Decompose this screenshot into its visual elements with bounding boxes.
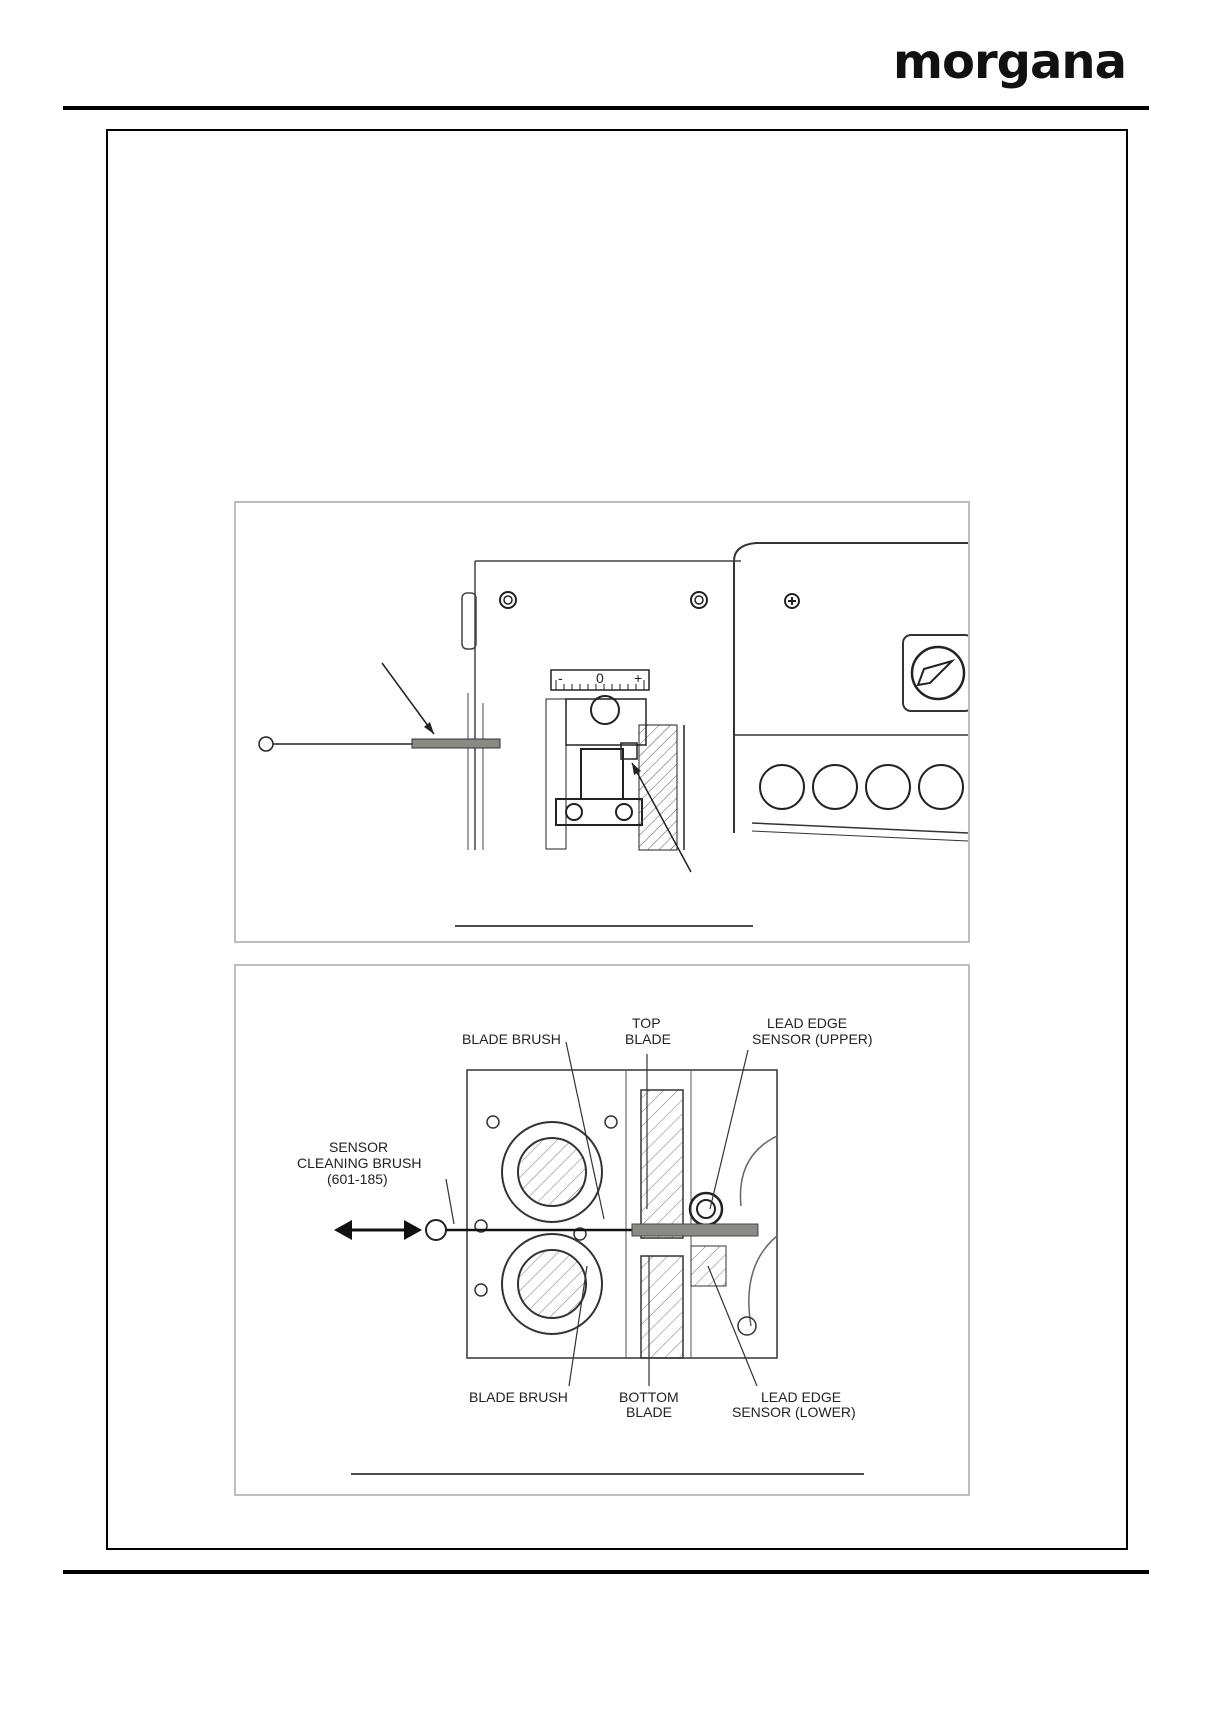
phillips-screw-icon	[785, 594, 799, 608]
figure-machine-view	[234, 501, 970, 943]
scale-zero-label: 0	[596, 670, 604, 686]
scale-minus-label: -	[558, 670, 563, 686]
label-blade-brush-top: BLADE BRUSH	[462, 1031, 561, 1047]
label-blade-brush-bottom: BLADE BRUSH	[469, 1389, 568, 1405]
label-top-blade-1: TOP	[632, 1015, 661, 1031]
label-lead-edge-upper-2: SENSOR (UPPER)	[752, 1031, 873, 1047]
label-sensor-brush-2: CLEANING BRUSH	[297, 1155, 422, 1171]
header-rule	[63, 106, 1149, 110]
label-sensor-brush-3: (601-185)	[327, 1171, 388, 1187]
machine-illustration	[236, 503, 968, 941]
label-bottom-blade-2: BLADE	[626, 1404, 672, 1420]
figure-blade-section	[234, 964, 970, 1496]
label-lead-edge-upper-1: LEAD EDGE	[767, 1015, 848, 1031]
brand-logo: morgana	[893, 34, 1126, 90]
scale-plus-label: +	[634, 670, 643, 686]
label-top-blade-2: BLADE	[625, 1031, 671, 1047]
label-lead-edge-lower-1: LEAD EDGE	[761, 1389, 842, 1405]
footer-rule	[63, 1570, 1149, 1574]
label-sensor-brush-1: SENSOR	[329, 1139, 389, 1155]
screw-icon	[500, 592, 516, 608]
label-bottom-blade-1: BOTTOM	[619, 1389, 679, 1405]
label-lead-edge-lower-2: SENSOR (LOWER)	[732, 1404, 856, 1420]
screw-icon	[691, 592, 707, 608]
blade-section-illustration	[236, 966, 968, 1494]
